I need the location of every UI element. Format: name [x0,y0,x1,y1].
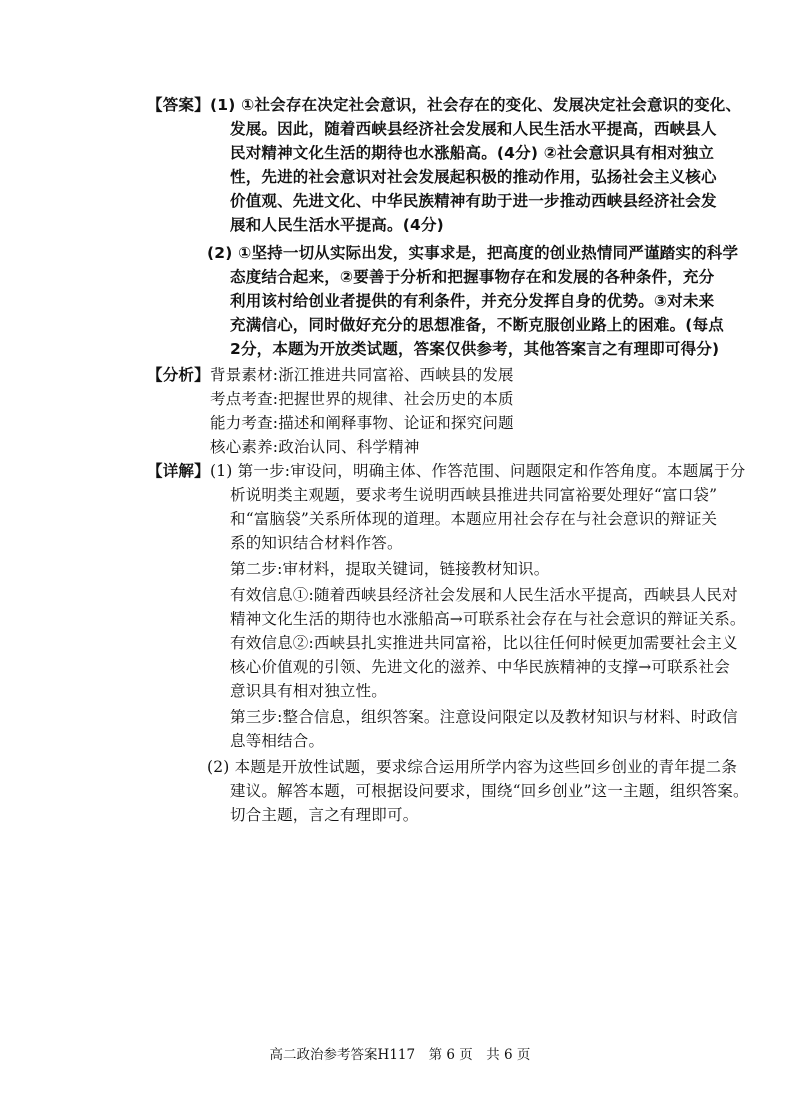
answer-line-7: (2) ①坚持一切从实际出发，实事求是，把高度的创业热情同严谨踏实的科学 [207,244,739,262]
detail-label: 【详解】 [147,462,210,480]
detail-line-12: 息等相结合。 [230,732,325,750]
answer-line-11: 2分，本题为开放类试题，答案仅供参考，其他答案言之有理即可得分) [230,340,720,358]
page-footer: 高二政治参考答案H117 第 6 页 共 6 页 [269,1047,531,1063]
detail-line-11: 第三步:整合信息，组织答案。注意设问限定以及教材知识与材料、时政信 [230,708,738,726]
analysis-line-4: 核心素养:政治认同、科学精神 [210,438,420,456]
detail-line-3: 和“富脑袋”关系所体现的道理。本题应用社会存在与社会意识的辩证关 [230,510,718,528]
detail-line-2: 析说明类主观题，要求考生说明西峡县推进共同富裕要处理好“富口袋” [230,486,718,504]
answer-line-8: 态度结合起来，②要善于分析和把握事物存在和发展的各种条件，充分 [230,268,715,286]
detail-line-10: 意识具有相对独立性。 [230,682,388,700]
detail-line-4: 系的知识结合材料作答。 [230,534,403,552]
detail-line-5: 第二步:审材料，提取关键词，链接教材知识。 [230,560,550,578]
analysis-label: 【分析】 [147,366,210,384]
detail-line-14: 建议。解答本题，可根据设问要求，围绕“回乡创业”这一主题，组织答案。 [230,782,749,800]
answer-line-3: 民对精神文化生活的期待也水涨船高。(4分) ②社会意识具有相对独立 [230,144,715,162]
analysis-line-3: 能力考查:描述和阐释事物、论证和探究问题 [210,414,514,432]
detail-line-15: 切合主题，言之有理即可。 [230,806,419,824]
detail-line-8: 有效信息②:西峡县扎实推进共同富裕，比以往任何时候更加需要社会主义 [230,634,738,652]
answer-line-1: (1) ①社会存在决定社会意识，社会存在的变化、发展决定社会意识的变化、 [210,96,742,114]
analysis-line-2: 考点考查:把握世界的规律、社会历史的本质 [210,390,514,408]
detail-line-7: 精神文化生活的期待也水涨船高→可联系社会存在与社会意识的辩证关系。 [230,610,746,628]
detail-line-13: (2) 本题是开放性试题，要求综合运用所学内容为这些回乡创业的青年提二条 [207,758,738,776]
answer-line-9: 利用该村给创业者提供的有利条件，并充分发挥自身的优势。③对未来 [230,292,715,310]
detail-line-9: 核心价值观的引领、先进文化的滋养、中华民族精神的支撑→可联系社会 [230,658,730,676]
analysis-line-1: 背景素材:浙江推进共同富裕、西峡县的发展 [210,366,514,384]
answer-label: 【答案】 [147,96,210,114]
detail-line-6: 有效信息①:随着西峡县经济社会发展和人民生活水平提高，西峡县人民对 [230,586,738,604]
answer-line-2: 发展。因此，随着西峡县经济社会发展和人民生活水平提高，西峡县人 [230,120,717,138]
answer-line-6: 展和人民生活水平提高。(4分) [230,216,444,234]
answer-line-5: 价值观、先进文化、中华民族精神有助于进一步推动西峡县经济社会发 [230,192,717,210]
detail-line-1: (1) 第一步:审设问，明确主体、作答范围、问题限定和作答角度。本题属于分 [210,462,746,480]
answer-line-10: 充满信心，同时做好充分的思想准备，不断克服创业路上的困难。(每点 [230,316,724,334]
answer-line-4: 性，先进的社会意识对社会发展起积极的推动作用，弘扬社会主义核心 [230,168,717,186]
